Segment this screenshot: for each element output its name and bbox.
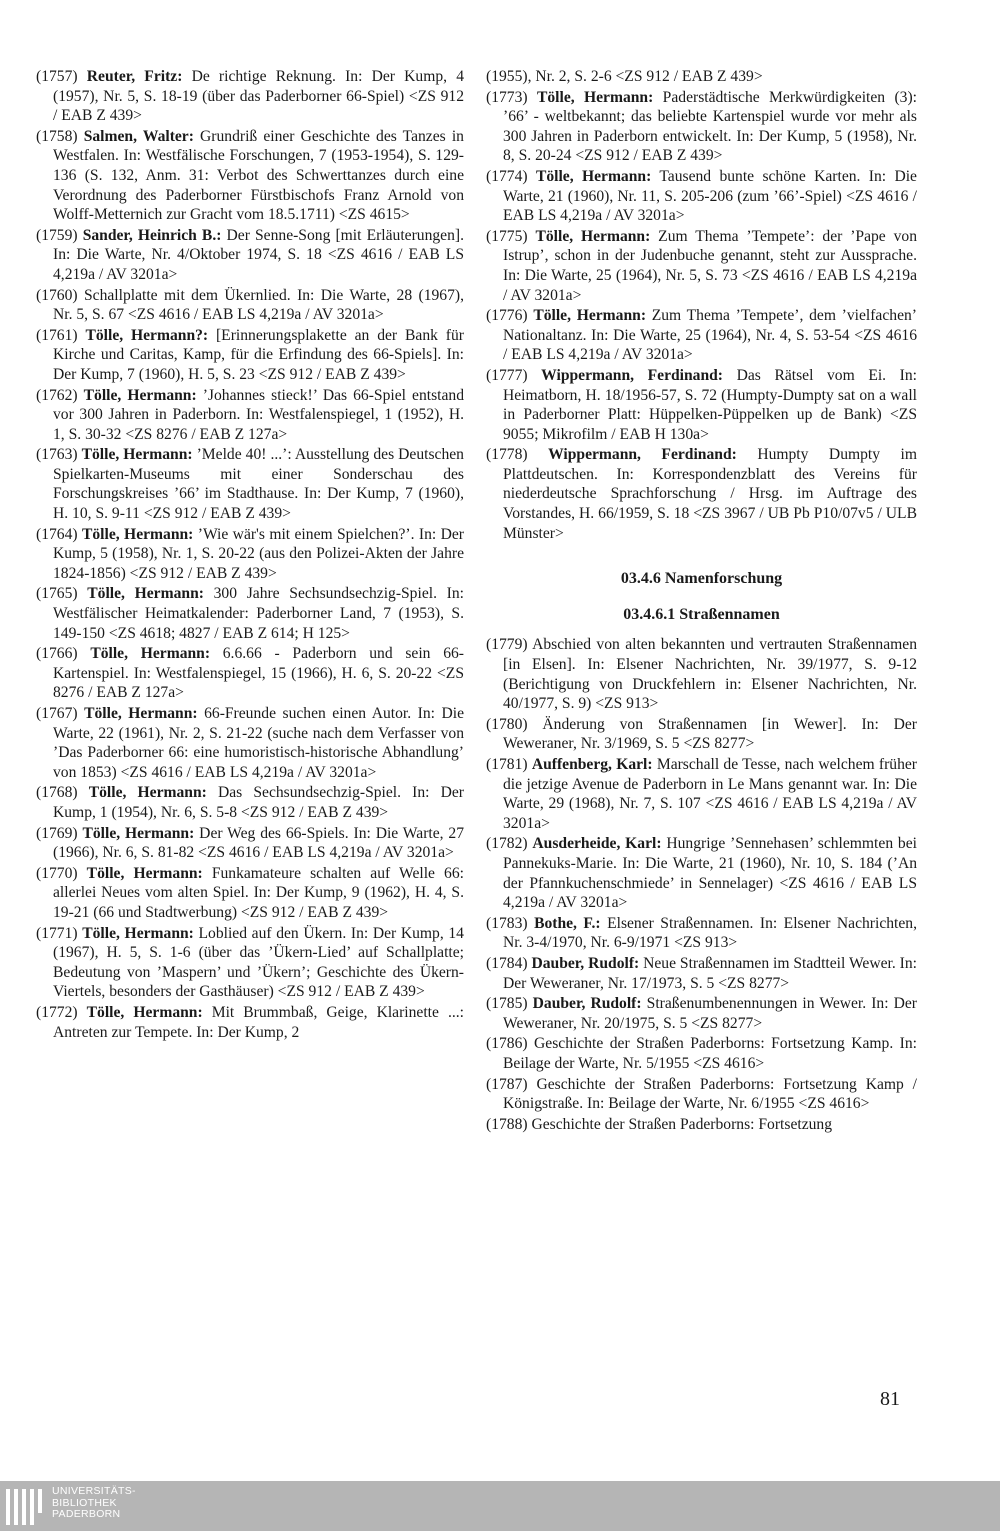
entry-text: 6.6.66 - Paderborn und sein 66-Kartenspiel. In: Westfalenspiegel, 15 (1966), H. 6, S. 20-22 <ZS 8276 / EAB Z 127a>: [53, 645, 464, 702]
bibliography-entry: [36, 67, 464, 126]
entry-text: Der Weg des 66-Spiels. In: Die Warte, 27 (1966), Nr. 6, S. 81-82 <ZS 4616 / EAB LS 4,219a / AV 3201a>: [53, 824, 464, 862]
entry-number: (1769): [36, 824, 78, 842]
logo-line: UNIVERSITÄTS-: [52, 1485, 136, 1497]
bibliography-entry: [36, 1003, 464, 1042]
entry-number: (1780): [486, 715, 528, 733]
entry-number: (1774): [486, 167, 528, 185]
entry-author: Tölle, Hermann:: [535, 167, 652, 185]
entry-text: (1955), Nr. 2, S. 2-6 <ZS 912 / EAB Z 439>: [486, 68, 763, 85]
subsection-heading: 03.4.6.1 Straßennamen: [623, 605, 780, 623]
bibliography-entry: [486, 227, 917, 305]
entry-author: Wippermann, Ferdinand:: [541, 366, 724, 384]
library-footer: [0, 1481, 1000, 1531]
entry-author: Dauber, Rudolf:: [532, 995, 642, 1013]
entry-author: Tölle, Hermann:: [88, 784, 207, 802]
entry-number: (1766): [36, 645, 78, 663]
entry-text: Grundriß einer Geschichte des Tanzes in Westfalen. In: Westfälische Forschungen, 7 (1953-1954), S. 129-136 (S. 132, Anm. 31: Verbot des Schwerttanzes durch eine Verordnung des Paderborner Fürstbischofs Franz Arnold von Wolff-Metternich zur Gracht vom 18.5.1711) <ZS 4615>: [53, 127, 464, 224]
entry-author: Tölle, Hermann?:: [85, 326, 209, 344]
library-logo-text: [52, 1486, 136, 1521]
entry-author: Salmen, Walter:: [83, 127, 194, 145]
bibliography-entry: [486, 1034, 917, 1073]
bibliography-entry: [486, 914, 917, 953]
entry-author: Tölle, Hermann:: [82, 824, 195, 842]
entry-number: (1784): [486, 954, 528, 972]
bibliography-entry: [36, 525, 464, 584]
entry-text: ’Johannes stieck!’ Das 66-Spiel entstand vor 300 Jahren in Paderborn. In: Westfalenspiegel, 1 (1952), H. 1, S. 30-32 <ZS 8276 / EAB Z 127a>: [53, 386, 464, 443]
bibliography-entry: [36, 127, 464, 225]
bibliography-entry: [486, 306, 917, 365]
bibliography-entry: [486, 88, 917, 166]
entry-number: (1779): [486, 636, 528, 654]
entry-number: (1770): [36, 864, 78, 882]
logo-line: PADERBORN: [52, 1508, 121, 1520]
bibliography-entry: [36, 226, 464, 285]
entry-text: Tausend bunte schöne Karten. In: Die Warte, 21 (1960), Nr. 11, S. 205-206 (zum ’66’-Spiel) <ZS 4616 / EAB LS 4,219a / AV 3201a>: [503, 167, 917, 225]
entry-number: (1788): [486, 1115, 528, 1133]
entry-text: Geschichte der Straßen Paderborns: Fortsetzung Kamp / Königstraße. In: Beilage der Warte, Nr. 6/1955 <ZS 4616>: [503, 1075, 917, 1113]
entry-text: Geschichte der Straßen Paderborns: Fortsetzung Kamp. In: Beilage der Warte, Nr. 5/1955 <ZS 4616>: [503, 1035, 917, 1072]
entry-number: (1783): [486, 914, 528, 932]
bibliography-entry: [486, 755, 917, 833]
entry-text: ’Wie wär's mit einem Spielchen?’. In: Der Kump, 5 (1958), Nr. 1, S. 20-22 (aus den Polizei-Akten der Jahre 1824-1856) <ZS 912 / EAB Z 439>: [53, 525, 464, 582]
entry-number: (1763): [36, 446, 78, 464]
entry-author: Tölle, Hermann:: [86, 1003, 203, 1021]
entry-author: Tölle, Hermann:: [533, 307, 647, 325]
entry-number: (1778): [486, 446, 528, 464]
entry-text: Zum Thema ’Tempete’, dem ’vielfachen’ Nationaltanz. In: Die Warte, 25 (1964), Nr. 4, S. 53-54 <ZS 4616 / EAB LS 4,219a / AV 3201a>: [503, 307, 917, 364]
entry-author: Tölle, Hermann:: [535, 227, 651, 245]
entry-number: (1757): [36, 68, 78, 85]
bibliography-entry: [486, 167, 917, 226]
entry-author: Auffenberg, Karl:: [531, 756, 653, 773]
entry-text: De richtige Reknung. In: Der Kump, 4 (1957), Nr. 5, S. 18-19 (über das Paderborner 66-Spiel) <ZS 912 / EAB Z 439>: [53, 68, 465, 125]
entry-number: (1777): [486, 366, 528, 384]
entry-text: Elsener Straßennamen. In: Elsener Nachrichten, Nr. 3-4/1970, Nr. 6-9/1971 <ZS 913>: [503, 914, 917, 952]
bibliography-entry: [36, 704, 464, 782]
entry-text: Zum Thema ’Tempete’: der ’Pape von Istrup’, schon in der Judenbuche genannt, steht zur Aussprache. In: Die Warte, 25 (1964), Nr. 5, S. 73 <ZS 4616 / EAB LS 4,219a / AV 3201a>: [503, 227, 917, 304]
entry-text: Änderung von Straßennamen [in Wewer]. In: Der Weweraner, Nr. 3/1969, S. 5 <ZS 8277>: [503, 715, 917, 753]
entry-author: Tölle, Hermann:: [81, 525, 194, 543]
entry-author: Tölle, Hermann:: [87, 585, 204, 603]
bibliography-entry: [486, 954, 917, 993]
entry-author: Reuter, Fritz:: [86, 68, 183, 85]
entry-author: Sander, Heinrich B.:: [82, 226, 222, 244]
entry-number: (1771): [36, 924, 78, 942]
bibliography-entry: [486, 1115, 917, 1135]
entry-number: (1762): [36, 386, 78, 404]
entry-text: Abschied von alten bekannten und vertrauten Straßennamen [in Elsen]. In: Elsener Nachrichten, Nr. 39/1977, S. 9-12 (Berichtigung von Druckfehlern in: Elsener Nachrichten, Nr. 40/1977, S. 9) <ZS 913>: [503, 636, 917, 713]
entry-text: 66-Freunde suchen einen Autor. In: Die Warte, 22 (1961), Nr. 2, S. 21-22 (suche nach dem Verfasser von ’Das Paderborner 66: eine humoristisch-historische Abhandlung’ von 1853) <ZS 4616 / EAB LS 4,219a / AV 3201a>: [53, 705, 464, 781]
bibliography-entry: [486, 366, 917, 444]
entry-author: Tölle, Hermann:: [82, 924, 194, 942]
left-column: [36, 67, 464, 1043]
entry-text: Straßenumbenennungen in Wewer. In: Der Weweraner, Nr. 20/1975, S. 5 <ZS 8277>: [503, 995, 917, 1032]
entry-author: Tölle, Hermann:: [86, 864, 203, 882]
entry-author: Wippermann, Ferdinand:: [548, 446, 737, 464]
entry-number: (1776): [486, 307, 528, 325]
entry-number: (1785): [486, 995, 528, 1013]
page-number: 81: [880, 1388, 900, 1410]
entry-text: Funkamateure schalten auf Welle 66: allerlei Neues vom alten Spiel. In: Der Kump, 9 (1962), H. 4, S. 19-21 (66 und Stadtwerbung) <ZS 912 / EAB Z 439>: [53, 864, 464, 921]
entry-text: Schallplatte mit dem Ükernlied. In: Die Warte, 28 (1967), Nr. 5, S. 67 <ZS 4616 / EAB LS 4,219a / AV 3201a>: [53, 286, 464, 324]
bibliography-entry: [486, 1075, 917, 1114]
entry-text: Mit Brummbaß, Geige, Klarinette ...: Antreten zur Tempete. In: Der Kump, 2: [53, 1003, 464, 1041]
entry-author: Bothe, F.:: [534, 914, 601, 932]
entry-text: Neue Straßennamen im Stadtteil Wewer. In: Der Weweraner, Nr. 17/1973, S. 5 <ZS 8277>: [503, 954, 917, 992]
bibliography-entry: [486, 67, 917, 87]
bibliography-entry: [36, 326, 464, 385]
bibliography-entry: [36, 386, 464, 445]
entry-author: Tölle, Hermann:: [81, 446, 193, 464]
bibliography-entry: [36, 864, 464, 923]
entry-author: Tölle, Hermann:: [90, 645, 211, 663]
entry-text: [Erinnerungsplakette an der Bank für Kirche und Caritas, Kamp, für die Erfindung des 66-Spiels]. In: Der Kump, 7 (1960), H. 5, S. 23 <ZS 912 / EAB Z 439>: [53, 326, 464, 383]
right-column: [486, 67, 917, 1135]
entry-number: (1786): [486, 1035, 528, 1053]
entry-number: (1782): [486, 835, 528, 853]
entry-text: Marschall de Tesse, nach welchem früher die jetzige Avenue de Paderborn in Le Mans genannt war. In: Die Warte, 29 (1968), Nr. 7, S. 107 <ZS 4616 / EAB LS 4,219a / AV 3201a>: [503, 756, 917, 832]
entry-text: ’Melde 40! ...’: Ausstellung des Deutschen Spielkarten-Museums mit einer Sonderschau des Forschungskreises ’66’ im Stadthause. In: Der Kump, 7 (1960), H. 10, S. 9-11 <ZS 912 / EAB Z 439>: [53, 446, 464, 523]
bibliography-entry: [36, 445, 464, 523]
entry-number: (1765): [36, 585, 78, 603]
bibliography-entry: [36, 286, 464, 325]
bibliography-entry: [486, 445, 917, 543]
entry-number: (1758): [36, 127, 78, 145]
entry-text: Paderstädtische Merkwürdigkeiten (3): ’66’ - weltbekannt; das beliebte Kartenspiel wurde vor mehr als 300 Jahren in Paderborn entwickelt. In: Der Kump, 5 (1958), Nr. 8, S. 20-24 <ZS 912 / EAB Z 439>: [503, 88, 917, 165]
bibliography-entry: [486, 994, 917, 1033]
section-heading: 03.4.6 Namenforschung: [620, 570, 783, 588]
bibliography-entry: [486, 834, 917, 912]
entry-author: Dauber, Rudolf:: [531, 954, 640, 972]
entry-number: (1781): [486, 756, 528, 773]
entry-text: Geschichte der Straßen Paderborns: Fortsetzung: [531, 1115, 833, 1133]
library-logo-icon: [6, 1489, 42, 1525]
bibliography-entry: [36, 924, 464, 1002]
entry-text: Der Senne-Song [mit Erläuterungen]. In: Die Warte, Nr. 4/Oktober 1974, S. 18 <ZS 4616 / EAB LS 4,219a / AV 3201a>: [53, 226, 464, 283]
entry-number: (1760): [36, 286, 78, 304]
bibliography-entry: [486, 635, 917, 713]
entry-number: (1761): [36, 326, 78, 344]
entry-author: Tölle, Hermann:: [536, 88, 654, 106]
entry-text: Humpty Dumpty im Plattdeutschen. In: Korrespondenzblatt des Vereins für niederdeutsche Sprachforschung / Hrsg. im Auftrage des Vorstandes, H. 66/1959, S. 18 <ZS 3967 / UB Pb P10/07v5 / ULB Münster>: [503, 446, 918, 542]
bibliography-entry: [36, 644, 464, 703]
entry-author: Tölle, Hermann:: [83, 386, 197, 404]
entry-number: (1767): [36, 705, 78, 722]
entry-author: Ausderheide, Karl:: [532, 835, 662, 853]
entry-number: (1787): [486, 1075, 528, 1093]
logo-line: BIBLIOTHEK: [52, 1496, 117, 1509]
bibliography-entry: [36, 584, 464, 643]
entry-number: (1764): [36, 525, 78, 543]
entry-text: 300 Jahre Sechsundsechzig-Spiel. In: Westfälischer Heimatkalender: Paderborner Land, 7 (1953), S. 149-150 <ZS 4618; 4827 / EAB Z 614; H 125>: [53, 585, 464, 642]
entry-text: Loblied auf den Ükern. In: Der Kump, 14 (1967), H. 5, S. 1-6 (über das ’Ükern-Lied’ auf Schallplatte; Bedeutung von ’Maspern’ und ’Ükern’; Geschichte des Ükern-Viertels, besonders der Gasthäuser) <ZS 912 / EAB Z 439>: [53, 924, 464, 1001]
entry-number: (1775): [486, 227, 528, 245]
entry-number: (1772): [36, 1003, 78, 1021]
right-entries-top: [486, 67, 917, 543]
right-entries-bottom: [486, 635, 917, 1134]
bibliography-entry: [486, 715, 917, 754]
entry-text: Hungrige ’Sennehasen’ schlemmten bei Pannekuks-Marie. In: Die Warte, 21 (1960), Nr. 10, S. 184 (’An der Pfannkuchenschmiede’ in Sennelager) <ZS 4616 / EAB LS 4,219a / AV 3201a>: [503, 835, 917, 912]
entry-number: (1768): [36, 784, 78, 802]
entry-text: Das Rätsel vom Ei. In: Heimatborn, H. 18/1956-57, S. 72 (Humpty-Dumpty sat on a wall in Paderborner Platt: Hüppelken-Püppelken up de Bank) <ZS 9055; Mikrofilm / EAB H 130a>: [503, 366, 917, 443]
entry-number: (1773): [486, 88, 528, 106]
bibliography-entry: [36, 824, 464, 863]
entry-number: (1759): [36, 226, 78, 244]
entry-text: Das Sechsundsechzig-Spiel. In: Der Kump, 1 (1954), Nr. 6, S. 5-8 <ZS 912 / EAB Z 439>: [53, 784, 464, 821]
bibliography-entry: [36, 783, 464, 822]
entry-author: Tölle, Hermann:: [84, 705, 198, 722]
